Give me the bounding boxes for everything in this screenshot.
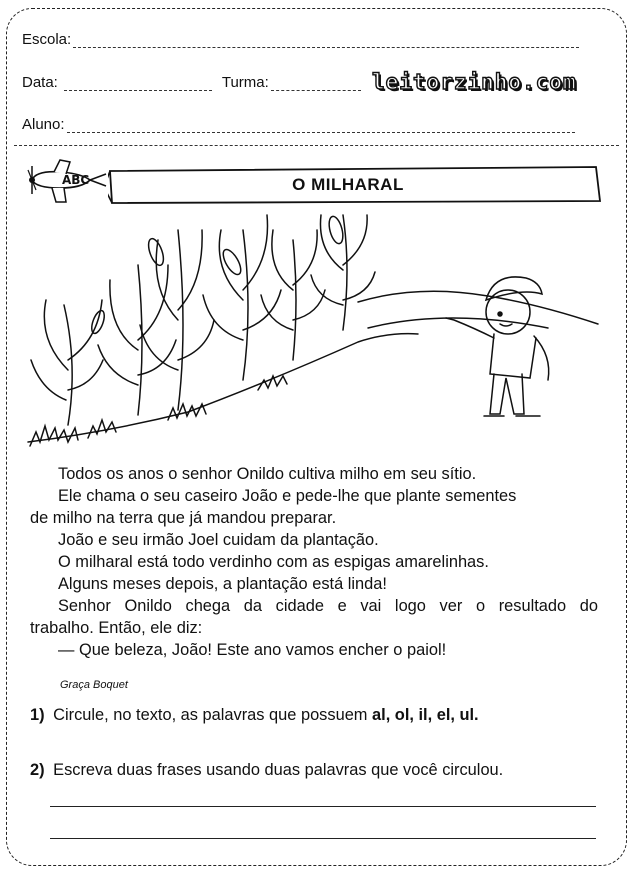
aluno-field[interactable] [67,120,575,133]
cornfield-illustration [18,210,608,455]
question-1 [30,706,479,725]
turma-label: Turma: [221,74,269,91]
answer-line[interactable] [50,806,596,807]
story-line: — Que beleza, João! Este ano vamos encher o paiol! [58,641,447,659]
story-line: João e seu irmão Joel cuidam da plantação. [58,531,379,549]
question-number: 1) [30,706,45,724]
story-line: O milharal está todo verdinho com as espigas amarelinhas. [58,553,489,571]
question-text: Circule, no texto, as palavras que possuem [53,706,368,724]
answer-line[interactable] [50,838,596,839]
aluno-row [22,116,575,133]
escola-row [22,31,579,48]
story-line: Todos os anos o senhor Onildo cultiva milho em seu sítio. [58,465,477,483]
brand-logo: leitorzinho.com [372,70,577,94]
story-line: Senhor Onildo chega da cidade e vai logo ver o resultado do [58,597,598,615]
story-line: trabalho. Então, ele diz: [30,619,203,637]
story-text [30,463,598,661]
data-row [22,74,361,91]
header-separator [14,145,619,146]
airplane-icon [24,152,108,208]
svg-text:ABC: ABC [62,173,90,187]
story-line: de milho na terra que já mandou preparar. [30,509,337,527]
aluno-label: Aluno: [22,116,65,133]
escola-field[interactable] [73,35,579,48]
escola-label: Escola: [22,31,72,48]
story-line: Alguns meses depois, a plantação está linda! [58,575,387,593]
question-2 [30,761,503,780]
data-label: Data: [22,74,58,91]
question-highlights: al, ol, il, el, ul. [372,706,479,724]
question-number: 2) [30,761,45,779]
page-title: O MILHARAL [292,175,404,194]
data-field[interactable] [64,78,212,91]
story-line: Ele chama o seu caseiro João e pede-lhe que plante sementes [58,487,517,505]
turma-field[interactable] [271,78,361,91]
question-text: Escreva duas frases usando duas palavras que você circulou. [53,761,504,779]
story-author: Graça Boquet [60,679,128,691]
